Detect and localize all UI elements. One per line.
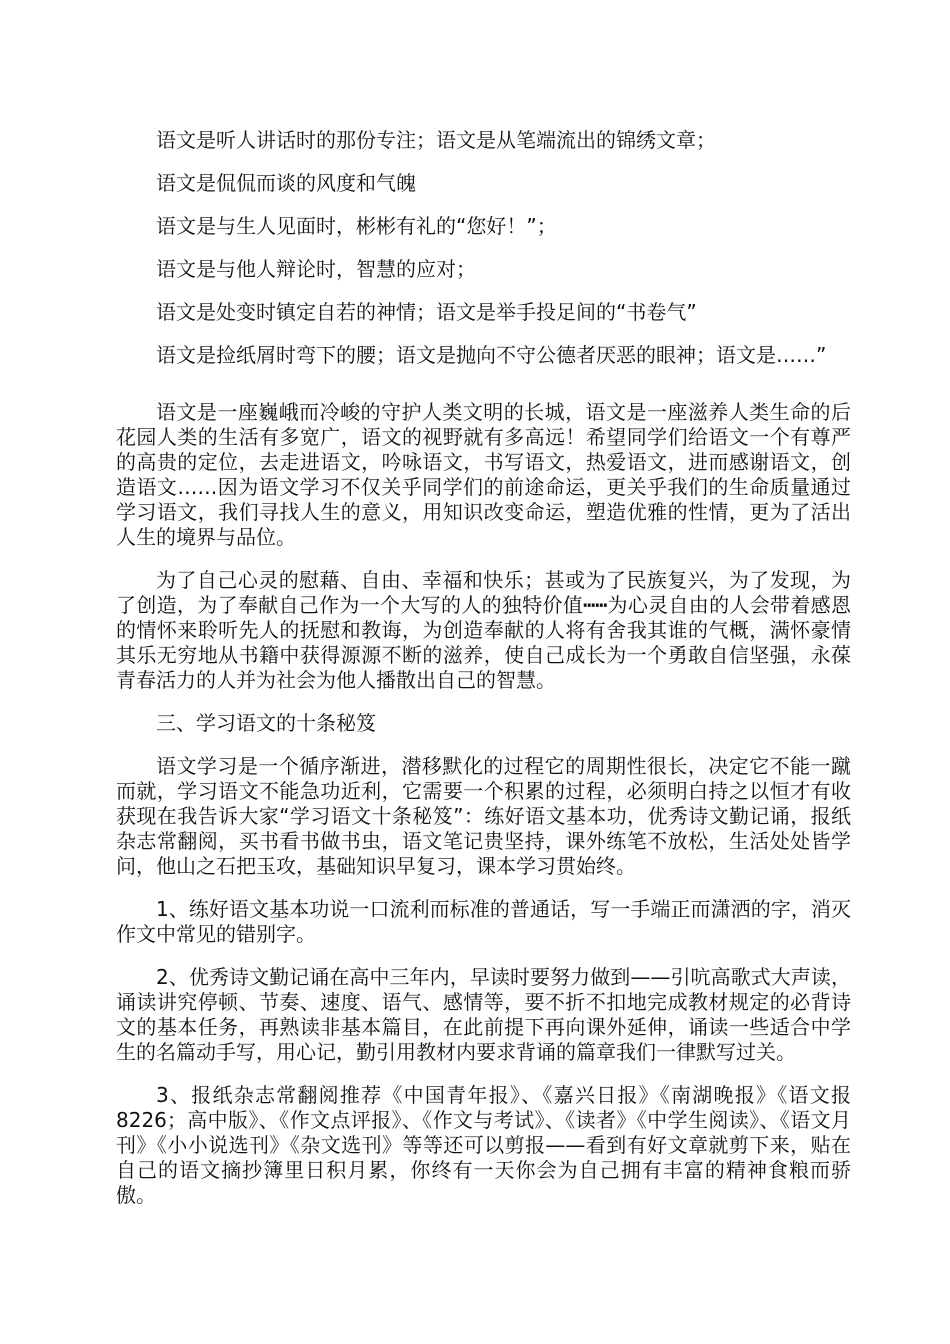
paragraph-6: 2、优秀诗文勤记诵在高中三年内，早读时要努力做到——引吭高歌式大声读，诵读讲究停顿、节奏、速度、语气、感情等，要不折不扣地完成教材规定的必背诗文的基本任务，再熟读非基本篇目，在此前提下再向课外延伸，诵读一些适合中学生的名篇动手写，用心记，勤引用教材内要求背诵的篇章我们一律默写过关。	[116, 965, 851, 1064]
document-body	[116, 128, 851, 1226]
text-line-5: 语文是处变时镇定自若的神情；语文是举手投足间的“书卷气”	[156, 300, 697, 324]
paragraph-1: 语文是捡纸屑时弯下的腰；语文是抛向不守公德者厌恶的眼神；语文是……”	[156, 343, 827, 367]
paragraph-7: 3、报纸杂志常翻阅推荐《中国青年报》、《嘉兴日报》《南湖晚报》《语文报 8226；高中版》、《作文点评报》、《作文与考试》、《读者》《中学生阅读》、《语文月刊》《小小说选刊》《杂文选刊》等等还可以剪报——看到有好文章就剪下来，贴在自己的语文摘抄簿里日积月累，你终有一天你会为自己拥有丰富的精神食粮而骄傲。	[116, 1083, 851, 1207]
paragraph-3: 为了自己心灵的慰藉、自由、幸福和快乐；甚或为了民族复兴，为了发现，为了创造，为了奉献自己作为一个大写的人的独特价值┅┅为心灵自由的人会带着感恩的情怀来聆听先人的抚慰和教诲，为创造奉献的人将有舍我其谁的气概，满怀豪情其乐无穷地从书籍中获得源源不断的滋养，使自己成长为一个勇敢自信坚强，永葆青春活力的人并为社会为他人播散出自己的智慧。	[116, 568, 851, 692]
paragraph-4: 语文学习是一个循序渐进，潜移默化的过程它的周期性很长，决定它不能一蹴而就，学习语文不能急功近利，它需要一个积累的过程，必须明白持之以恒才有收获现在我告诉大家“学习语文十条秘笈”：练好语文基本功，优秀诗文勤记诵，报纸杂志常翻阅，买书看书做书虫，语文笔记贵坚持，课外练笔不放松，生活处处皆学问，他山之石把玉攻，基础知识早复习，课本学习贯始终。	[116, 754, 851, 878]
text-line-3: 语文是与生人见面时，彬彬有礼的“您好！”；	[156, 214, 557, 238]
text-line-2: 语文是侃侃而谈的风度和气魄	[156, 171, 416, 195]
text-line-4: 语文是与他人辩论时，智慧的应对；	[156, 257, 476, 281]
paragraph-5: 1、练好语文基本功说一口流利而标准的普通话，写一手端正而潇洒的字，消灭作文中常见的错别字。	[116, 897, 851, 946]
paragraph-2: 语文是一座巍峨而冷峻的守护人类文明的长城，语文是一座滋养人类生命的后花园人类的生活有多宽广，语文的视野就有多高远！希望同学们给语文一个有尊严的高贵的定位，去走进语文，吟咏语文，书写语文，热爱语文，进而感谢语文，创造语文……因为语文学习不仅关乎同学们的前途命运，更关乎我们的生命质量通过学习语文，我们寻找人生的意义，用知识改变命运，塑造优雅的性情，更为了活出人生的境界与品位。	[116, 400, 851, 549]
text-line-1: 语文是听人讲话时的那份专注；语文是从笔端流出的锦绣文章；	[156, 128, 716, 152]
section-heading-3: 三、学习语文的十条秘笈	[156, 711, 376, 735]
